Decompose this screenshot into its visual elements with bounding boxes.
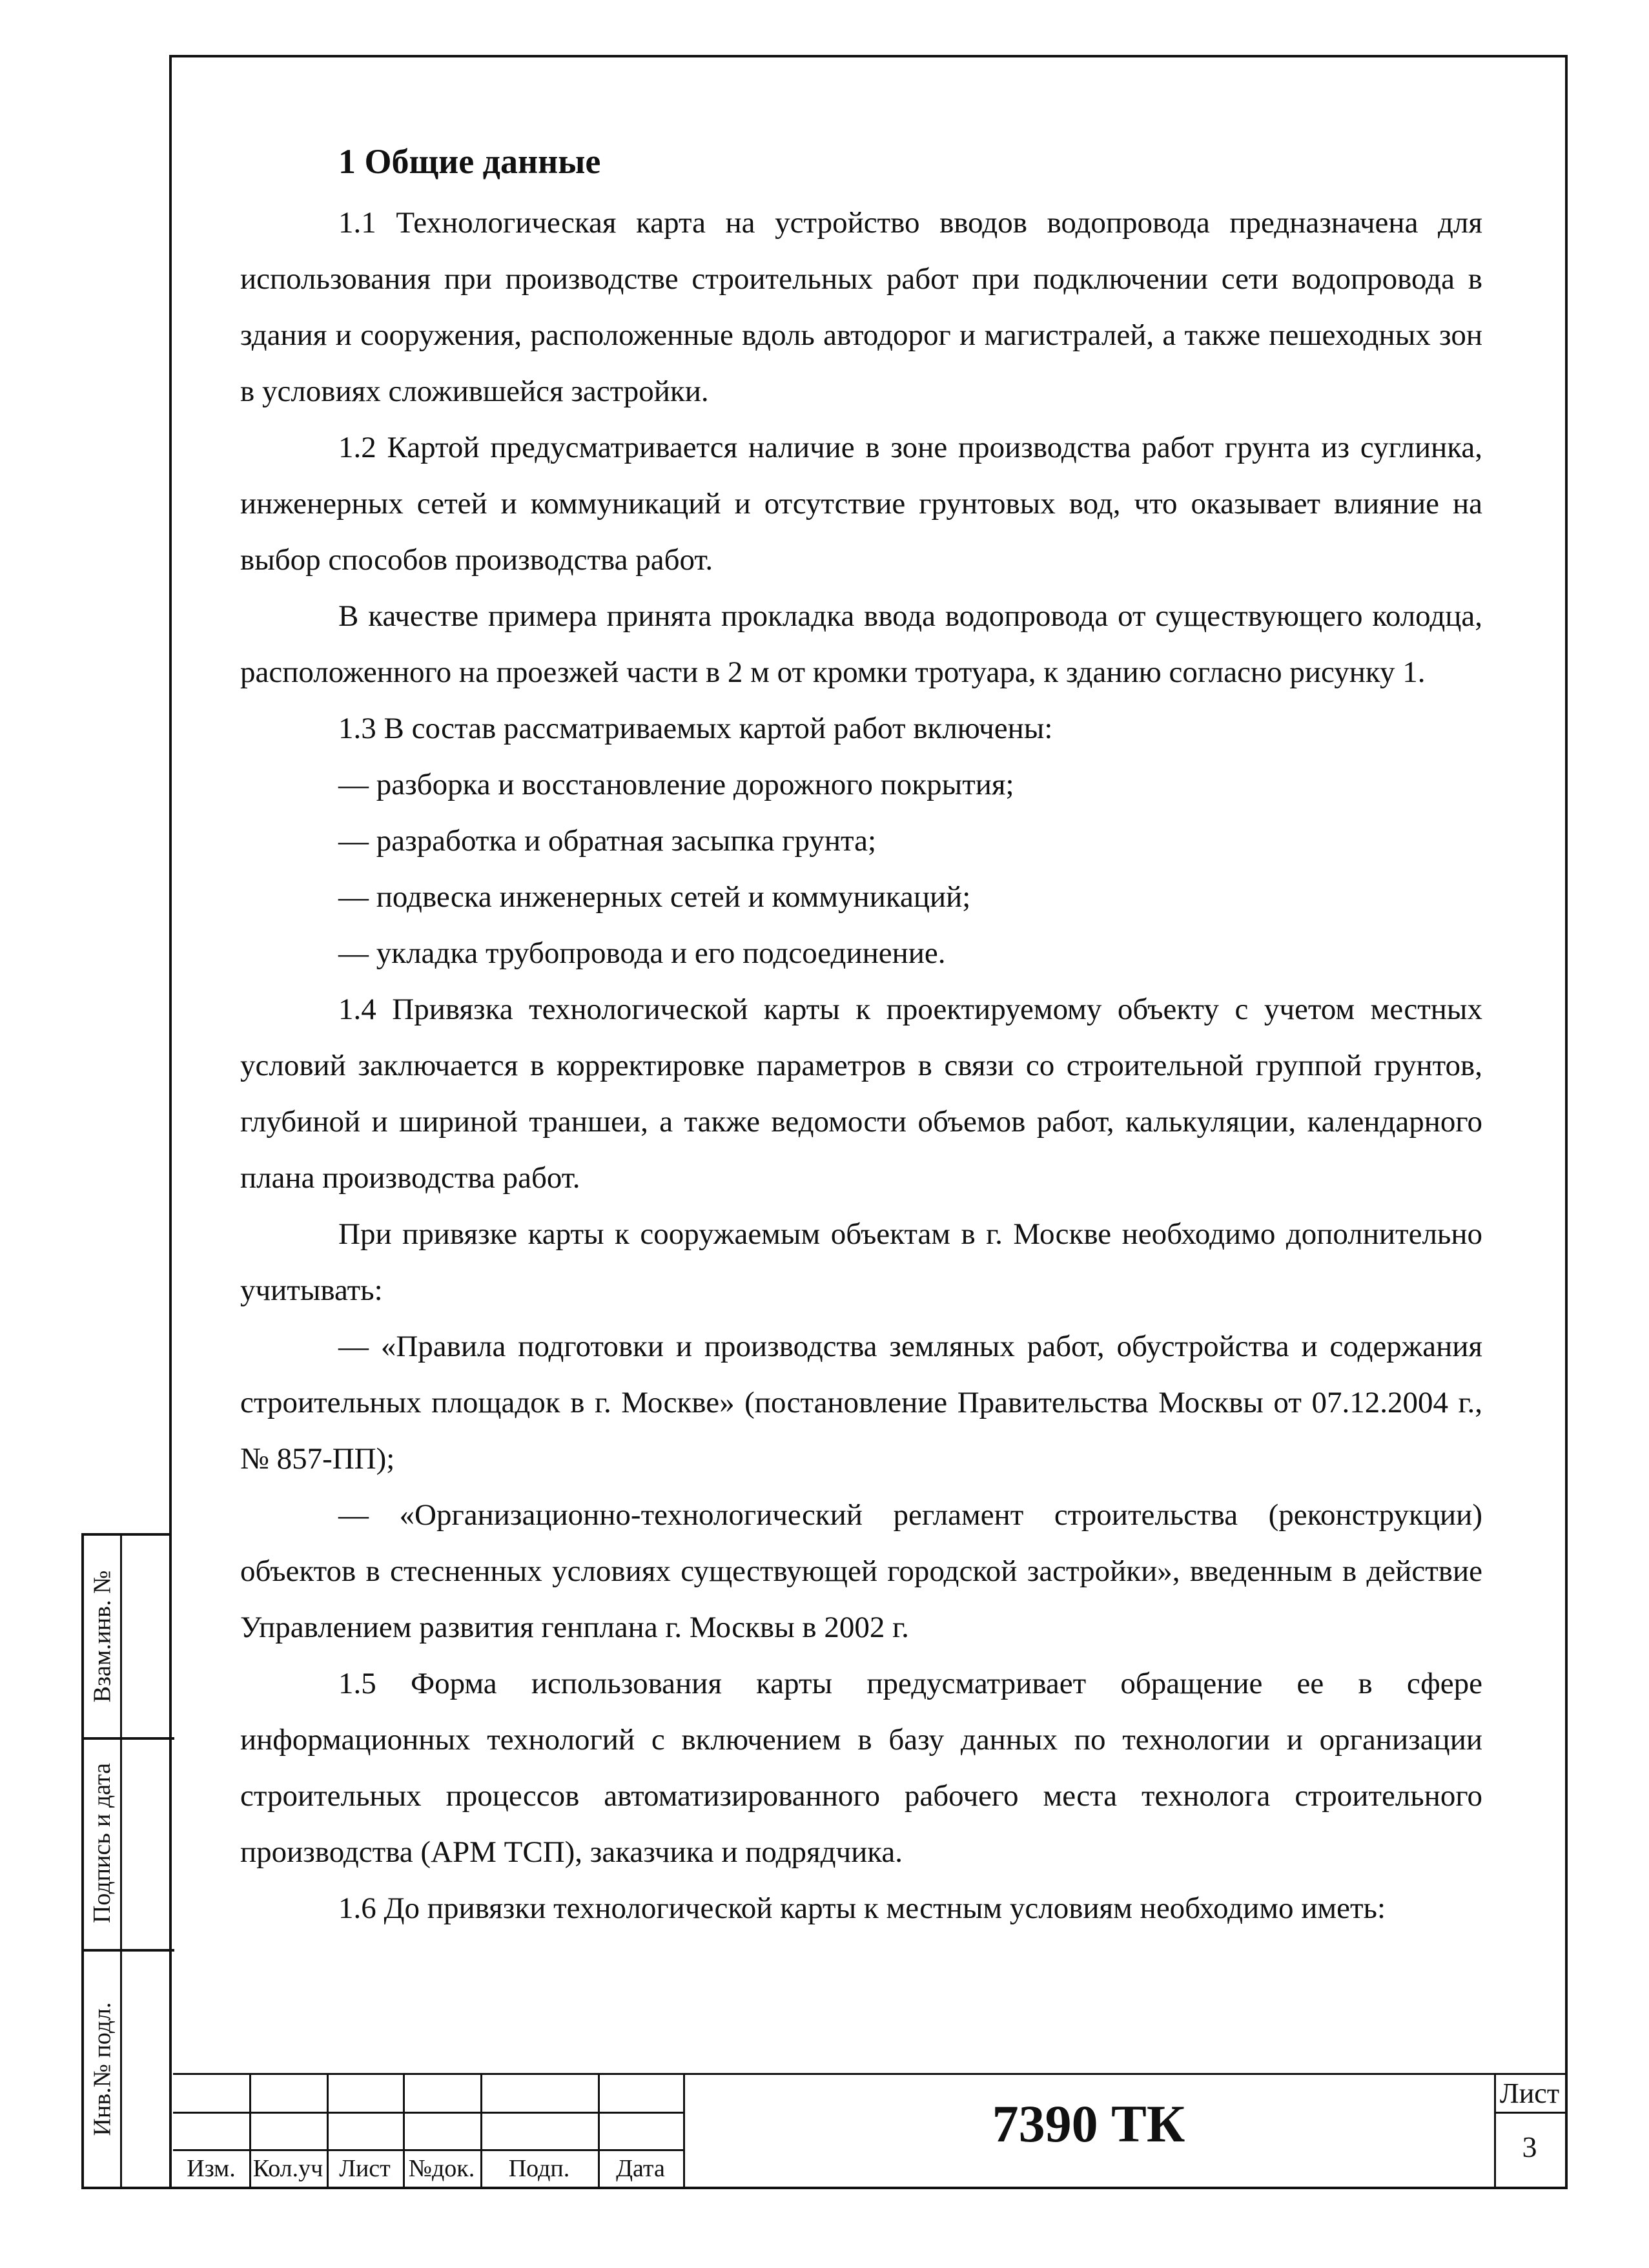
title-block-line bbox=[1494, 2112, 1565, 2114]
document-code: 7390 ТК bbox=[992, 2094, 1185, 2153]
paragraph: 1.3 В состав рассматриваемых картой работ включены: bbox=[338, 712, 1053, 745]
sheet-number: 3 bbox=[1522, 2130, 1537, 2163]
header-revision: Изм. bbox=[187, 2155, 236, 2182]
list-item: — укладка трубопровода и его подсоединение. bbox=[338, 936, 946, 970]
side-stamp-divider bbox=[120, 1536, 122, 2187]
side-stamp bbox=[81, 1533, 172, 2189]
list-item: — «Организационно-технологический регламент строительства (реконструкции) объектов в стесненных условиях существующей городской застройки», введенным в действие Управлением развития генплана г. Москвы в 2002 г. bbox=[240, 1498, 1482, 1644]
list-item: — разборка и восстановление дорожного покрытия; bbox=[338, 768, 1014, 801]
sheet-label: Лист bbox=[1499, 2077, 1560, 2109]
paragraph: 1.5 Форма использования карты предусматривает обращение ее в сфере информационных технологий с включением в базу данных по технологии и организации строительных процессов автоматизированного рабочего места технолога строительного производства (АРМ ТСП), заказчика и подрядчика. bbox=[240, 1667, 1482, 1869]
list-item: — подвеска инженерных сетей и коммуникаций; bbox=[338, 880, 971, 914]
side-label-original-inv: Инв.№ подл. bbox=[88, 2002, 116, 2136]
paragraph: При привязке карты к сооружаемым объектам в г. Москве необходимо дополнительно учитывать: bbox=[240, 1217, 1482, 1307]
header-doc-number: №док. bbox=[408, 2155, 475, 2182]
list-item: — «Правила подготовки и производства земляных работ, обустройства и содержания строительных площадок в г. Москве» (постановление Правительства Москвы от 07.12.2004 г., № 857-ПП); bbox=[240, 1330, 1482, 1476]
document-body bbox=[240, 136, 1482, 1937]
header-signature: Подп. bbox=[508, 2155, 570, 2182]
paragraph: 1.2 Картой предусматривается наличие в зоне производства работ грунта из суглинка, инженерных сетей и коммуникаций и отсутствие грунтовых вод, что оказывает влияние на выбор способов производства работ. bbox=[240, 431, 1482, 577]
paragraph: В качестве примера принята прокладка ввода водопровода от существующего колодца, расположенного на проезжей части в 2 м от кромки тротуара, к зданию согласно рисунку 1. bbox=[240, 599, 1482, 689]
title-block bbox=[173, 2073, 1565, 2188]
title-block-line bbox=[173, 2073, 1565, 2075]
section-heading: 1 Общие данные bbox=[338, 142, 601, 181]
paragraph: 1.1 Технологическая карта на устройство вводов водопровода предназначена для использования при производстве строительных работ при подключении сети водопровода в здания и сооружения, расположенные вдоль автодорог и магистралей, а также пешеходных зон в условиях сложившейся застройки. bbox=[240, 206, 1482, 408]
paragraph: 1.6 До привязки технологической карты к местным условиям необходимо иметь: bbox=[338, 1892, 1386, 1925]
header-sheet: Лист bbox=[339, 2155, 391, 2182]
paragraph: 1.4 Привязка технологической карты к проектируемому объекту с учетом местных условий заключается в корректировке параметров в связи со строительной группой грунтов, глубиной и шириной траншеи, а также ведомости объемов работ, калькуляции, календарного плана производства работ. bbox=[240, 993, 1482, 1195]
side-label-signature-date: Подпись и дата bbox=[88, 1762, 116, 1924]
header-date: Дата bbox=[616, 2155, 665, 2182]
list-item: — разработка и обратная засыпка грунта; bbox=[338, 824, 877, 858]
side-label-replacement-inv: Взам.инв. № bbox=[88, 1570, 116, 1703]
header-quantity: Кол.уч bbox=[252, 2155, 323, 2182]
